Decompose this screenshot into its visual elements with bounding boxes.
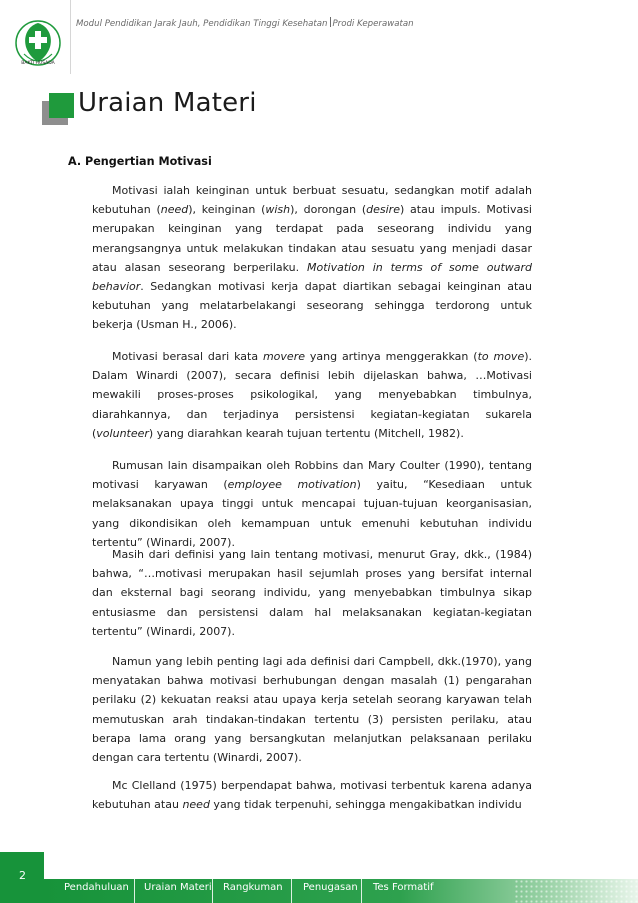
paragraph-6-text: Mc Clelland (1975) berpendapat bahwa, motivasi terbentuk karena adanya kebutuhan atau need yang tidak terpenuhi, sehingga mengakibatkan individu	[92, 779, 532, 812]
nav-separator	[291, 879, 292, 903]
header-separator	[330, 17, 331, 27]
page-number: 2	[19, 869, 26, 882]
subheading: A. Pengertian Motivasi	[68, 155, 212, 168]
paragraph-4-text: Masih dari definisi yang lain tentang motivasi, menurut Gray, dkk., (1984) bahwa, “…motivasi merupakan hasil sejumlah proses yang bersifat internal dan eksternal bagi seorang individu, yang menyebabkan timbulnya sikap entusiasme dan persistensi dalam hal melaksanakan kegiatan-kegiatan tertentu” (Winardi, 2007).	[92, 548, 532, 638]
paragraph-5	[92, 652, 532, 767]
footer-dot-pattern	[514, 879, 638, 903]
heading-decoration-green	[49, 93, 74, 118]
paragraph-3-text: Rumusan lain disampaikan oleh Robbins dan Mary Coulter (1990), tentang motivasi karyawan (employee motivation) yaitu, “Kesediaan untuk melaksanakan upaya tinggi untuk mencapai tujuan-tujuan keorganisasian, yang dikondisikan oleh kemampuan untuk emenuhi kebutuhan individu tertentu” (Winardi, 2007).	[92, 459, 532, 549]
paragraph-2	[92, 347, 532, 443]
nav-rangkuman[interactable]: Rangkuman	[223, 882, 283, 893]
nav-uraian-materi[interactable]: Uraian Materi	[144, 882, 212, 893]
section-title: Uraian Materi	[78, 88, 257, 118]
header-module-title: Modul Pendidikan Jarak Jauh, Pendidikan Tinggi Kesehatan	[76, 19, 328, 29]
bakti-husada-logo	[14, 14, 62, 72]
svg-text:BAKTI HUSADA: BAKTI HUSADA	[21, 61, 55, 66]
header-divider	[70, 0, 71, 74]
paragraph-5-text: Namun yang lebih penting lagi ada definisi dari Campbell, dkk.(1970), yang menyatakan bahwa motivasi berhubungan dengan masalah (1) pengarahan perilaku (2) kekuatan reaksi atau upaya kerja setelah seorang karyawan telah memutuskan arah tindakan-tindakan tertentu (3) persisten perilaku, atau berapa lama orang yang bersangkutan melanjutkan pelaksanaan perilaku dengan cara tertentu (Winardi, 2007).	[92, 655, 532, 765]
paragraph-1	[92, 181, 532, 335]
nav-pendahuluan[interactable]: Pendahuluan	[64, 882, 129, 893]
nav-separator	[212, 879, 213, 903]
paragraph-2-text: Motivasi berasal dari kata movere yang artinya menggerakkan (to move). Dalam Winardi (2007), secara definisi lebih dijelaskan bahwa, …Motivasi mewakili proses-proses psikologikal, yang menyebabkan timbulnya, diarahkannya, dan terjadinya persistensi kegiatan-kegiatan sukarela (volunteer) yang diarahkan kearah tujuan tertentu (Mitchell, 1982).	[92, 350, 533, 440]
running-header	[76, 17, 414, 29]
paragraph-1-text: Motivasi ialah keinginan untuk berbuat sesuatu, sedangkan motif adalah kebutuhan (need), keinginan (wish), dorongan (desire) atau impuls. Motivasi merupakan keinginan yang terdapat pada seseorang individu yang merangsangnya untuk melakukan tindakan atau sesuatu yang menjadi dasar atau alasan seseorang berperilaku. Motivation in terms of some outward behavior. Sedangkan motivasi kerja dapat diartikan sebagai keinginan atau kebutuhan yang melatarbelakangi seseorang sehingga terdorong untuk bekerja (Usman H., 2006).	[92, 184, 533, 332]
paragraph-4	[92, 545, 532, 641]
paragraph-6	[92, 776, 532, 814]
nav-separator	[134, 879, 135, 903]
paragraph-3	[92, 456, 532, 552]
nav-penugasan[interactable]: Penugasan	[303, 882, 358, 893]
nav-tes-formatif[interactable]: Tes Formatif	[373, 882, 434, 893]
nav-separator	[361, 879, 362, 903]
header-program: Prodi Keperawatan	[332, 19, 414, 29]
